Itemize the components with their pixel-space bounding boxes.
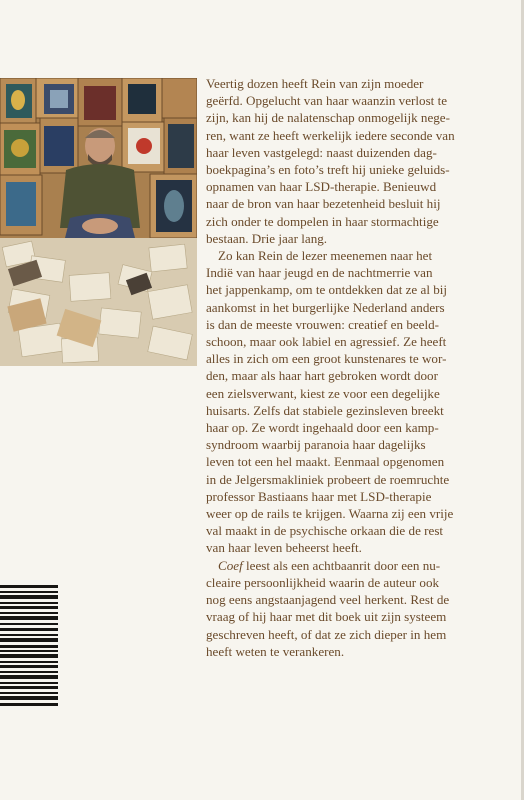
text-line: Indië van haar jeugd en de nachtmerrie van: [206, 265, 433, 281]
text-line: bestaan. Drie jaar lang.: [206, 230, 328, 246]
text-line: den, maar als haar hart gebroken wordt door: [206, 368, 438, 384]
paragraph-1: [206, 75, 506, 247]
text-line: geschreven heeft, of dat ze zich dieper in hem: [206, 626, 447, 642]
text-line: heeft weten te verankeren.: [206, 643, 345, 659]
text-line: geërfd. Opgelucht van haar waanzin verlost te: [206, 93, 448, 109]
text-line: van haar leven beheerst heeft.: [206, 540, 362, 556]
paragraph-2: [206, 247, 506, 557]
author-photo: [0, 78, 197, 366]
text-line: cleaire persoonlijkheid waarin de auteur ook: [206, 574, 440, 590]
text-line: is dan de meeste vrouwen: creatief en beeld-: [206, 316, 440, 332]
text-line: Veertig dozen heeft Rein van zijn moeder: [206, 76, 424, 91]
text-line: nog eens angstaanjagend veel herkent. Rest de: [206, 592, 450, 608]
text-line: alles in zich om een groot kunstenares te wor-: [206, 351, 447, 367]
paragraph-3: [206, 557, 506, 660]
text-line: leven tot een hel maakt. Eenmaal opgenomen: [206, 454, 445, 470]
text-line: zijn, kan hij de nalatenschap onmogelijk nege-: [206, 110, 450, 126]
text-line: Zo kan Rein de lezer meenemen naar het: [218, 248, 433, 264]
text-line: opnamen van haar LSD-therapie. Benieuwd: [206, 179, 437, 195]
text-line: huisarts. Zelfs dat stabiele gezinsleven breekt: [206, 402, 444, 418]
text-line: schoon, maar ook labiel en agressief. Ze heeft: [206, 334, 447, 350]
text-line: haar op. Ze wordt ingehaald door een kamp-: [206, 420, 439, 436]
text-line: naar de bron van haar bezetenheid besluit hij: [206, 196, 441, 212]
text-line: in de Jelgersmakliniek probeert de roemruchte: [206, 471, 450, 487]
text-fragment: leest als een achtbaanrit door een nu-: [242, 557, 441, 573]
text-line: boekpagina’s en foto’s treft hij unieke geluids-: [206, 162, 450, 178]
blurb-text: [206, 75, 506, 660]
book-title: Coef: [218, 557, 243, 573]
text-line: zich onder te dompelen in haar stormachtige: [206, 213, 439, 229]
barcode: [0, 583, 58, 709]
text-line: vraag of hij haar met dit boek uit zijn systeem: [206, 609, 447, 625]
text-line: haar leven vastgelegd: naast duizenden dag-: [206, 144, 437, 160]
text-line: aankomst in het burgerlijke Nederland anders: [206, 299, 445, 315]
text-line: [206, 557, 506, 574]
text-line: weer op de rails te krijgen. Waarna zij een vrije: [206, 506, 454, 522]
text-line: ren, want ze heeft werkelijk iedere seconde van: [206, 127, 455, 143]
text-line: een zielsverwant, kiest ze voor een degelijke: [206, 385, 440, 401]
text-line: het jappenkamp, om te ontdekken dat ze al bij: [206, 282, 448, 298]
text-line: professor Bastiaans haar met LSD-therapie: [206, 488, 432, 504]
text-line: syndroom waarbij paranoia haar dagelijks: [206, 437, 426, 453]
text-line: val maakt in de psychische orkaan die de rest: [206, 523, 444, 539]
